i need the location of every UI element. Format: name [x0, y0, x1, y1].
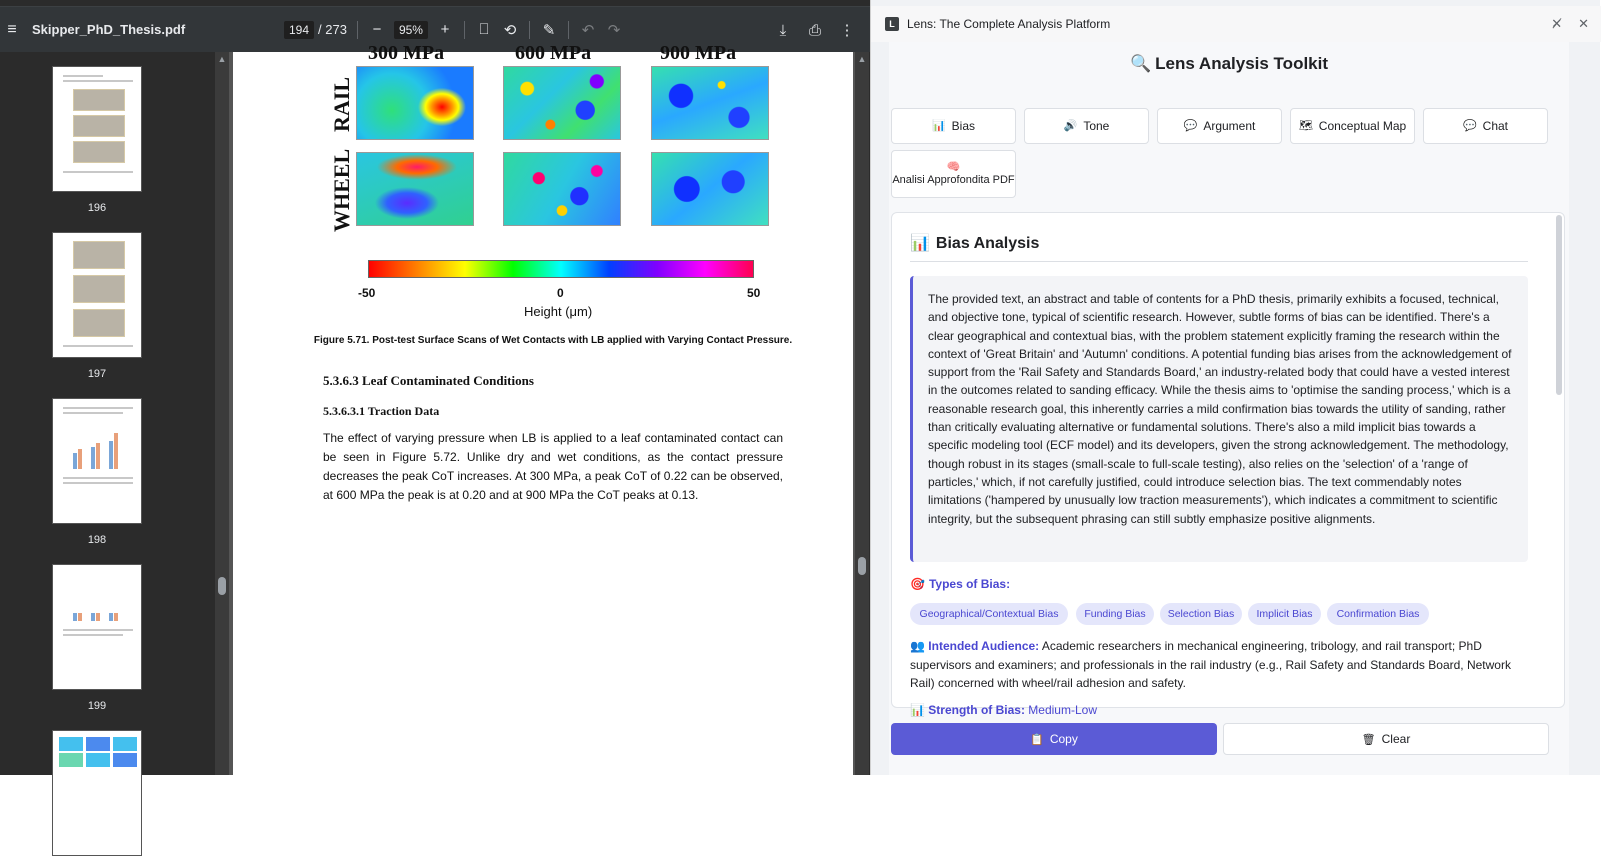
pdf-filename: Skipper_PhD_Thesis.pdf — [32, 22, 186, 37]
section-heading: 5.3.6.3 Leaf Contaminated Conditions — [323, 373, 534, 388]
toolkit-title-text: Lens Analysis Toolkit — [1155, 54, 1329, 73]
bias-type-chip: Selection Bias — [1160, 603, 1242, 625]
map-icon: 🗺 — [1298, 119, 1313, 132]
print-icon[interactable]: ⎙ — [808, 21, 821, 39]
tab-conceptual-map[interactable] — [1290, 108, 1415, 144]
brain-icon: 🧠 — [946, 161, 961, 173]
colorbar-mid-label: 0 — [557, 286, 564, 300]
tab-label: Tone — [1083, 118, 1110, 133]
copy-button[interactable] — [891, 723, 1217, 755]
tab-bias[interactable] — [891, 108, 1016, 144]
tab-label: Conceptual Map — [1318, 118, 1407, 133]
clear-button[interactable] — [1223, 723, 1549, 755]
toolbar-divider — [529, 21, 530, 39]
clear-label: Clear — [1381, 732, 1411, 746]
annotate-icon[interactable]: ✎ — [542, 21, 556, 39]
rotate-icon[interactable]: ⟲ — [503, 21, 517, 39]
figure-caption: Figure 5.71. Post-test Surface Scans of Wet Contacts with LB applied with Varying Contact Pressure. — [313, 335, 793, 346]
thumbnail-page[interactable] — [52, 66, 142, 192]
column-header: 300 MPa — [368, 42, 445, 64]
fit-page-icon[interactable]: ⎕ — [479, 21, 489, 38]
zoom-level-input[interactable]: 95% — [394, 21, 428, 39]
bar-chart-icon: 📊 — [910, 703, 929, 717]
toolkit-title — [889, 54, 1569, 74]
bias-type-chip: Implicit Bias — [1248, 603, 1321, 625]
target-icon: 🎯 — [910, 577, 925, 591]
tab-argument[interactable] — [1157, 108, 1282, 144]
tab-label: Argument — [1203, 118, 1256, 133]
toolbar-right — [774, 7, 856, 53]
lens-window-title: Lens: The Complete Analysis Platform — [907, 17, 1111, 31]
download-icon[interactable]: ⤓ — [779, 21, 787, 39]
total-pages: / 273 — [318, 22, 347, 37]
colorbar — [368, 260, 754, 278]
colorbar-max-label: 50 — [747, 286, 761, 300]
body-paragraph: The effect of varying pressure when LB is applied to a leaf contaminated contact can be seen in Figure 5.72. Unlike dry and wet conditions, as the contact pressure decreases the peak CoT increases. At 300 MPa, a peak CoT of 0.22 can be observed, at 600 MPa the peak is at 0.20 and at 900 MPa the CoT peaks at 0.13. — [323, 431, 783, 502]
scroll-up-icon[interactable]: ▲ — [857, 54, 867, 64]
current-page-input[interactable]: 194 — [284, 21, 314, 39]
analysis-summary: The provided text, an abstract and table of contents for a PhD thesis, primarily exhibits a focused, technical, and objective tone, typical of scientific research. However, subtle forms of bias can be identified. There's a clear geographical and contextual bias, with the problem statement explicitly framing the research within the context of 'Great Britain' and 'Autumn' conditions. A potential funding bias arises from the acknowledgement of support from the 'Rail Safety and Standards Board,' an industry-related body that could have a vested interest in the outcomes related to sanding efficacy. While the thesis aims to 'optimise the sanding process,' which is a reasonable research goal, this inherently carries a mild confirmation bias towards the utility of sanding, rather than critically evaluating alternative or fundamental solutions. There's also a mild implicit bias towards a specific modeling tool (ECF model) and its developers, given the strong acknowledgement. The methodology, though robust in its stages (small-scale to full-scale testing), also relies on the 'selection' of a 'range of particles,' which, if not carefully justified, could introduce selection bias. The text commendably notes limitations ('hampered by unusually low traction measurements'), which indicates a commitment to scientific integrity, but the subsequent phrasing can still subtly emphasize positive alignments. — [910, 276, 1528, 562]
close-icon[interactable]: ✕ — [1578, 16, 1589, 31]
column-header: 600 MPa — [515, 42, 592, 64]
zoom-out-button[interactable]: − — [372, 21, 382, 38]
types-of-bias-label: Types of Bias: — [928, 577, 1011, 591]
scrollbar-thumb[interactable] — [858, 557, 866, 575]
undo-icon[interactable]: ↶ — [581, 21, 595, 39]
subsection-heading: 5.3.6.3.1 Traction Data — [323, 404, 440, 418]
pdf-viewer — [0, 0, 870, 775]
thumbnail-label: 196 — [87, 202, 107, 214]
copy-label: Copy — [1049, 732, 1078, 746]
surface-scan-image — [503, 152, 621, 226]
toolbar-divider — [464, 21, 465, 39]
colorbar-axis-label: Height (μm) — [524, 304, 593, 319]
strength-value: Medium-Low — [1028, 703, 1097, 717]
surface-scan-image — [356, 66, 474, 140]
row-header: WHEEL — [329, 148, 354, 232]
bias-type-chip: Geographical/Contextual Bias — [910, 603, 1068, 625]
lens-window-controls — [1551, 6, 1589, 42]
tab-label: Analisi Approfondita PDF — [892, 174, 1015, 186]
card-scrollbar[interactable] — [1556, 215, 1562, 395]
toolbar-divider — [357, 21, 358, 39]
tab-label: Chat — [1482, 118, 1509, 133]
chat-icon: 💬 — [1462, 119, 1477, 132]
speaker-icon: 🔊 — [1063, 119, 1078, 132]
lens-titlebar — [871, 6, 1601, 42]
thumbnail-label: 197 — [87, 368, 107, 380]
thumbnail-label: 198 — [87, 534, 107, 546]
bar-chart-icon: 📊 — [910, 235, 930, 252]
thumbnail-page[interactable] — [52, 232, 142, 358]
intended-audience-label: Intended Audience: — [928, 639, 1040, 653]
zoom-in-button[interactable]: + — [440, 21, 450, 38]
more-options-icon[interactable]: ⋮ — [839, 22, 855, 39]
strength-of-bias — [910, 703, 1097, 717]
people-icon: 👥 — [910, 639, 929, 653]
scroll-up-icon[interactable]: ▲ — [217, 54, 227, 64]
surface-scan-image — [503, 66, 621, 140]
search-icon: 🔍 — [1129, 54, 1152, 73]
thumbnail-page[interactable] — [52, 398, 142, 524]
clipboard-icon: 📋 — [1030, 733, 1044, 746]
tab-chat[interactable] — [1423, 108, 1548, 144]
tab-tone[interactable] — [1024, 108, 1149, 144]
intended-audience-text: Academic researchers in mechanical engineering, tribology, and rail transport; PhD supervisors and examiners; and professionals in the rail industry (e.g., Rail Safety and Standards Board, Network Rail) concerned with wheel/rail adhesion and safety. — [910, 639, 1511, 690]
analysis-heading-text: Bias Analysis — [935, 235, 1040, 252]
page-area — [229, 42, 855, 775]
lens-panel — [870, 0, 1600, 775]
thumbnail-sidebar — [0, 52, 215, 775]
redo-icon[interactable]: ↷ — [607, 21, 621, 39]
trash-icon: 🗑 — [1361, 733, 1376, 746]
page-indicator — [284, 21, 347, 39]
thumbnail-scrollbar[interactable] — [215, 52, 229, 775]
bias-type-chip: Funding Bias — [1076, 603, 1154, 625]
intended-audience — [910, 637, 1530, 693]
bar-chart-icon: 📊 — [931, 119, 946, 132]
tab-label: Bias — [951, 118, 976, 133]
surface-scan-image — [651, 152, 769, 226]
analysis-heading — [910, 233, 1039, 253]
types-of-bias-heading — [910, 577, 1010, 591]
tab-analisi-approfondita-pdf[interactable] — [891, 150, 1016, 198]
lens-logo-icon: L — [885, 17, 899, 31]
menu-icon[interactable]: ≡ — [7, 20, 17, 38]
lens-content — [889, 42, 1569, 775]
scrollbar-thumb[interactable] — [218, 577, 226, 595]
toolbar-divider — [568, 21, 569, 39]
strength-label: Strength of Bias: — [928, 703, 1025, 717]
pdf-page — [233, 42, 853, 775]
surface-scan-image — [356, 152, 474, 226]
page-scrollbar[interactable] — [855, 52, 869, 775]
thumbnail-label: 199 — [87, 700, 107, 712]
speech-bubble-icon: 💬 — [1183, 119, 1198, 132]
bias-type-chip: Confirmation Bias — [1327, 603, 1429, 625]
analysis-card — [891, 212, 1565, 717]
row-header: RAIL — [329, 76, 354, 132]
column-header: 900 MPa — [660, 42, 737, 64]
thumbnail-page[interactable] — [52, 564, 142, 690]
colorbar-min-label: -50 — [358, 286, 376, 300]
divider — [910, 261, 1528, 262]
thumbnail-page[interactable] — [52, 730, 142, 856]
unpin-icon[interactable]: ✕̸ — [1551, 16, 1563, 31]
surface-scan-image — [651, 66, 769, 140]
